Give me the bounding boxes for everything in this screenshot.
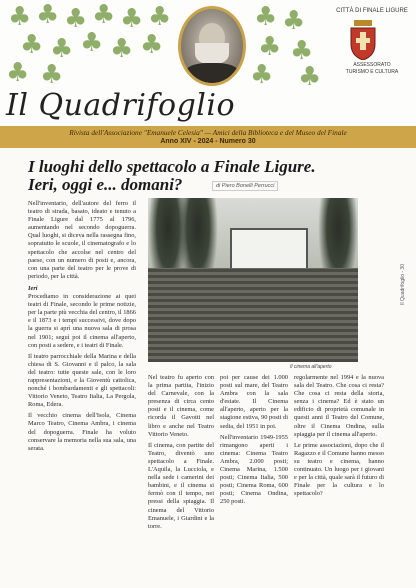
clover-icon: ♣ bbox=[40, 60, 64, 90]
paragraph: Il teatro parrocchiale della Marina e della chiesa di S. Giovanni e il palco, la sala del teatro: tutte queste sale, con le loro rappresentazioni, e la Gioventù cattolica, nonché i bombardamenti e gli spettacoli: Vittorio Veneto, Teatro Italia, La Pergola, Roma, Edera. bbox=[28, 352, 136, 409]
tagline: Rivista dell'Associazione "Emanuele Celesia" — Amici della Biblioteca e del Museo del Finale bbox=[69, 128, 347, 137]
paragraph: Nell'inventario, dell'autore del ferro il teatro di strada, basato, ideato e tenuto a Finale Ligure dal 1775 al 1796, aumentando nel secondo dopoguerra. Qual luoghi, si diceva nella rassegna fino, sopratutto le scuole, il cinematografo e lo spettacolo che accolse nel centro del paese, con un numero di posti e, ancora, con una parte del teatro per le prove di periodo, per la città. bbox=[28, 200, 136, 280]
seat-rows bbox=[148, 268, 358, 362]
clover-icon: ♣ bbox=[120, 4, 144, 34]
byline: di Piero Bonelli Perrucci bbox=[212, 181, 278, 191]
founder-portrait bbox=[178, 6, 246, 86]
article-title-line1: I luoghi dello spettacolo a Finale Ligure. bbox=[28, 157, 316, 176]
city-label: CITTÀ DI FINALE LIGURE bbox=[336, 8, 408, 14]
office-label bbox=[330, 62, 414, 76]
column-1 bbox=[28, 200, 136, 586]
cinema-screen bbox=[230, 228, 308, 272]
clover-icon: ♣ bbox=[36, 0, 60, 30]
clover-icon: ♣ bbox=[254, 2, 278, 32]
paragraph: Le prime associazioni, dopo che il Ragazzo e il Comune hanno messo su teatro e cinema, hanno continuato. Un luogo per i giovani e per la città, quale sarà il futuro di Finale per la cultura e lo spettacolo? bbox=[294, 441, 384, 498]
paragraph: Nel teatro fu aperto con la prima partita, l'inizio del Carnevale, con la presenza di circa cento posti e il cinema, come ricorda il Gavotti nel libro e anche nel Teatro Vittorio Veneto. bbox=[148, 374, 214, 438]
section-heading: Ieri bbox=[28, 284, 38, 292]
masthead-title: Il Quadrifoglio bbox=[6, 88, 236, 123]
clover-icon: ♣ bbox=[290, 36, 314, 66]
paragraph: Nell'inventario 1949-1955 rimangono aperti i cinema: Cinema Teatro Ambra, 2.000 posti; Cinema Marina, 1.500 posti; Cinema Italia, 500 posti; Cinema Roma, 600 posti; Cinema Ondina, 250 posti. bbox=[220, 433, 288, 506]
paragraph: Procediamo in considerazione ai quei teatri di Finale, secondo le prime notizie, per la parte più vecchia del centro, il 1866 e il 1873 e i tempi successivi, dove dopo la guerra si aprì una nuova sala di prosa nel 1901; seguì poi il cinema all'aperto, con posti a sedere, e i teatri di Finale. bbox=[28, 293, 136, 349]
column-2 bbox=[148, 374, 214, 586]
column-4 bbox=[294, 374, 384, 586]
clover-icon: ♣ bbox=[148, 2, 172, 32]
clover-icon: ♣ bbox=[298, 62, 322, 92]
masthead-area bbox=[0, 0, 416, 148]
paragraph: Il cinema, con partite del Teatro, diventò uno spettacolo a Finale. L'Aquila, la Lucciola, e nella sede i camerini dei bambini, e il cinema si fermò con il tempo, nei pressi della spiaggia. Il cinema del Vittorio Emanuele, i Giardini e la torre. bbox=[148, 441, 214, 530]
side-page-label: Il Quadrifoglio - 30 bbox=[400, 264, 406, 305]
clover-icon: ♣ bbox=[64, 4, 88, 34]
clover-icon: ♣ bbox=[92, 0, 116, 30]
office-line1: ASSESSORATO bbox=[353, 62, 391, 68]
clover-icon: ♣ bbox=[80, 28, 104, 58]
open-air-cinema-photo bbox=[148, 198, 358, 362]
paragraph: Il vecchio cinema dell'Isola, Cinema Marco Teatro, Cinema Ambra, i cinema del dopoguerra. Finale ha voluto conservare la memoria nella sua sala, una serata. bbox=[28, 412, 136, 452]
article-title-line2: Ieri, oggi e... domani? bbox=[28, 175, 183, 194]
clover-icon: ♣ bbox=[250, 60, 274, 90]
column-3 bbox=[220, 374, 288, 586]
clover-icon: ♣ bbox=[6, 58, 30, 88]
paragraph: regolarmente nel 1994 e la nuova sala del Teatro. Che cosa ci resta? Che cosa ci resta della storia, senza i cinema? Ed è stato un edificio di proprietà comunale in questi anni il Teatro del Comune, oltre il Cinema Ondina, sulla spiaggia per il cinema all'aperto. bbox=[294, 374, 384, 438]
clover-icon: ♣ bbox=[8, 2, 32, 32]
clover-icon: ♣ bbox=[282, 6, 306, 36]
office-line2: TURISMO E CULTURA bbox=[345, 69, 399, 75]
article-title bbox=[28, 158, 388, 194]
photo-caption: Il cinema all'aperto bbox=[290, 364, 332, 370]
clover-icon: ♣ bbox=[140, 30, 164, 60]
clover-icon: ♣ bbox=[258, 32, 282, 62]
clover-icon: ♣ bbox=[50, 34, 74, 64]
coat-of-arms-icon bbox=[348, 20, 378, 60]
clover-icon: ♣ bbox=[110, 34, 134, 64]
paragraph: poi per cause dei 1.000 posti sul mare, del Teatro Ambra con la sala d'estate. Il Cinema all'aperto, aperto per la stagione estiva, 90 posti di sedia, del 1951 in poi. bbox=[220, 374, 288, 430]
issue-number: Anno XIV - 2024 - Numero 30 bbox=[160, 138, 256, 145]
clover-icon: ♣ bbox=[20, 30, 44, 60]
